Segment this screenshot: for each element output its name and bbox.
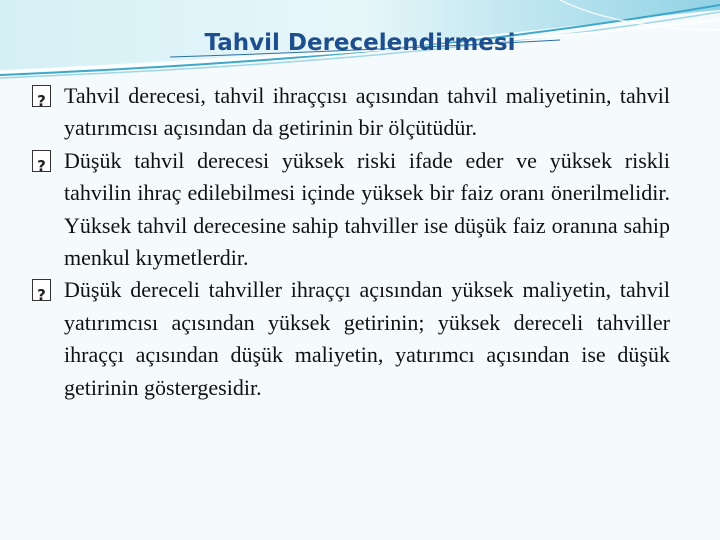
bullet-text: Düşük tahvil derecesi yüksek riski ifade eder ve yüksek riskli tahvilin ihraç edilebilmesi içinde yüksek bir faiz oranı önerilmelidir. Yüksek tahvil derecesine sahip tahviller ise düşük faiz oranına sahip menkul kıymetlerdir. — [64, 147, 670, 271]
bullet-item — [32, 274, 670, 404]
slide-body — [32, 80, 670, 404]
bullet-marker-icon — [32, 279, 51, 301]
slide-title: Tahvil Derecelendirmesi — [204, 30, 516, 56]
bullet-text: Düşük dereceli tahviller ihraççı açısından yüksek maliyetin, tahvil yatırımcısı açısından yüksek getirinin; yüksek dereceli tahviller ihraççı açısından düşük maliyetin, yatırımcı açısından ise düşük getirinin göstergesidir. — [64, 277, 670, 400]
bullet-text: Tahvil derecesi, tahvil ihraççısı açısından tahvil maliyetinin, tahvil yatırımcısı açısından da getirinin bir ölçütüdür. — [64, 83, 670, 141]
bullet-item — [32, 145, 670, 275]
bullet-marker-icon — [32, 150, 51, 172]
bullet-marker-icon — [32, 85, 51, 107]
bullet-item — [32, 80, 670, 145]
